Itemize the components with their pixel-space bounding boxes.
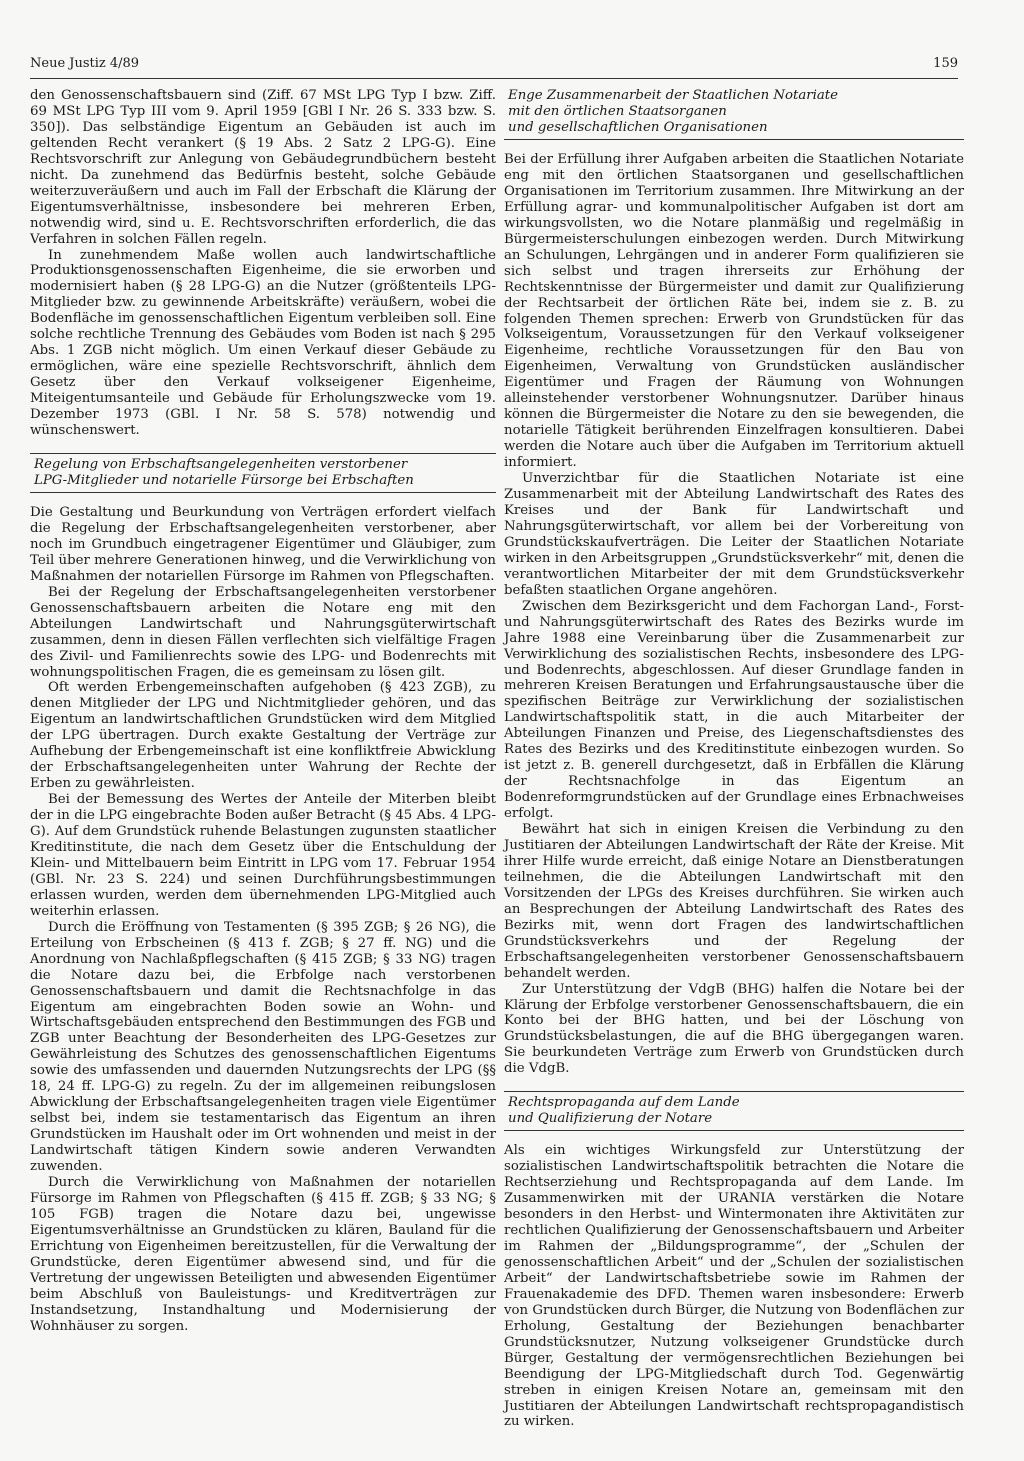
left-column <box>30 88 496 1335</box>
paragraph: Bei der Bemessung des Wertes der Anteile der Miterben bleibt der in die LPG eingebrachte Boden außer Betracht (§ 45 Abs. 4 LPG-G). Auf dem Grundstück ruhende Belastungen zugunsten staatlicher Kreditinstitute, die nach dem Gesetz über die Entschuldung der Klein- und Mittelbauern beim Eintritt in LPG vom 17. Februar 1954 (GBl. Nr. 23 S. 224) und seinen Durchführungsbestimmungen erlassen wurden, werden dem übernehmenden LPG-Mitglied auch weiterhin erlassen. <box>30 792 496 919</box>
header-rule <box>30 78 958 79</box>
paragraph: Zwischen dem Bezirksgericht und dem Fachorgan Land-, Forst- und Nahrungsgüterwirtschaft des Rates des Bezirks wurde im Jahre 1988 eine Vereinbarung über die Zusammenarbeit zur Verwirklichung des sozialistischen Rechts, insbesondere des LPG- und Bodenrechts, abgeschlossen. Auf dieser Grundlage fanden in mehreren Kreisen Beratungen und Erfahrungsaustausche über die spezifischen Beiträge zur Verwirklichung der sozialistischen Landwirtschaftspolitik statt, in die auch Mitarbeiter der Abteilungen Finanzen und Preise, des Liegenschaftsdienstes des Rates des Bezirks und des Kreditinstitute einbezogen wurden. So ist jetzt z. B. generell durchgesetzt, daß in Erbfällen die Klärung der Rechtsnachfolge in das Eigentum an Bodenreformgrundstücken auf der Grundlage eines Erbnachweises erfolgt. <box>504 598 964 822</box>
page-number: 159 <box>933 56 958 71</box>
heading-line: und gesellschaftlichen Organisationen <box>508 120 768 135</box>
paragraph: Bei der Erfüllung ihrer Aufgaben arbeiten die Staatlichen Notariate eng mit den örtlichen Staatsorganen und gesellschaftlichen Organisationen im Territorium zusammen. Ihre Mitwirkung an der Erfüllung agrar- und kommunalpolitischer Aufgaben ist dort am wirkungsvollsten, wo die Notare planmäßig und regelmäßig in Bürgermeisterschulungen einbezogen werden. Durch Mitwirkung an Schulungen, Lehrgängen und in anderer Form qualifizieren sie sich selbst und tragen ihrerseits zur Erhöhung der Rechtskenntnisse der Bürgermeister und damit zur Qualifizierung der Rechtsarbeit der örtlichen Räte bei, indem sie z. B. zu folgenden Themen sprechen: Erwerb von Grundstücken für das Volkseigentum, Voraussetzungen für den Verkauf volkseigener Eigenheime, rechtliche Voraussetzungen für den Bau von Eigenheimen, Verwaltung von Grundstücken ausländischer Eigentümer und Fragen der Räumung von Wohnungen alleinstehender verstorbener Wohnungsnutzer. Darüber hinaus können die Bürgermeister die Notare zu den sie bewegenden, die notarielle Tätigkeit berührenden Einzelfragen konsultieren. Dabei werden die Notare auch über die Aufgaben im Territorium aktuell informiert. <box>504 152 964 471</box>
paragraph: Zur Unterstützung der VdgB (BHG) halfen die Notare bei der Klärung der Erbfolge verstorbener Genossenschaftsbauern, die ein Konto bei der BHG hatten, und bei der Löschung von Grundstücksbelastungen, die auf die BHG übergegangen waren. Sie beurkundeten Verträge zum Erwerb von Grundstücken durch die VdgB. <box>504 981 964 1077</box>
heading-line: Enge Zusammenarbeit der Staatlichen Notariate <box>508 88 839 103</box>
paragraph: Bewährt hat sich in einigen Kreisen die Verbindung zu den Justitiaren der Abteilungen Landwirtschaft der Räte der Kreise. Mit ihrer Hilfe wurde erreicht, daß einige Notare an Dienstberatungen teilnehmen, die die Abteilungen Landwirtschaft mit den Vorsitzenden der LPGs des Kreises durchführen. Sie wirken auch an Besprechungen der Abteilung Landwirtschaft des Rates des Bezirks mit, wenn dort Fragen des landwirtschaftlichen Grundstücksverkehrs und der Regelung der Erbschaftsangelegenheiten verstorbener Genossenschaftsbauern behandelt werden. <box>504 822 964 981</box>
paragraph: den Genossenschaftsbauern sind (Ziff. 67 MSt LPG Typ I bzw. Ziff. 69 MSt LPG Typ III vom 9. April 1959 [GBl I Nr. 26 S. 333 bzw. S. 350]). Das selbständige Eigentum an Gebäuden ist auch im geltenden Recht verankert (§ 19 Abs. 2 Satz 2 LPG-G). Eine Rechtsvorschrift zur Anlegung von Gebäudegrundbüchern besteht nicht. Da zunehmend das Bedürfnis besteht, solche Gebäude weiterzuveräußern und auch im Fall der Erbschaft die Klärung der Eigentumsverhältnisse, insbesondere bei mehreren Erben, notwendig wird, sind u. E. Rechtsvorschriften erforderlich, die das Verfahren in solchen Fällen regeln. <box>30 88 496 247</box>
section-heading-erbschaft <box>30 453 496 493</box>
paragraph: Durch die Eröffnung von Testamenten (§ 395 ZGB; § 26 NG), die Erteilung von Erbscheinen (§ 413 f. ZGB; § 27 ff. NG) und die Anordnung von Nachlaßpflegschaften (§ 415 ZGB; § 33 NG) tragen die Notare dazu bei, die Erbfolge nach verstorbenen Genossenschaftsbauern und damit die Rechtsnachfolge in das Eigentum am eingebrachten Boden sowie an Wohn- und Wirtschaftsgebäuden entsprechend den Bestimmungen des FGB und ZGB unter Beachtung der Besonderheiten des LPG-Gesetzes zur Gewährleistung des Schutzes des genossenschaftlichen Eigentums sowie des umfassenden und dauernden Nutzungsrechts der LPG (§§ 18, 24 ff. LPG-G) zu regeln. Zu der im allgemeinen reibungslosen Abwicklung der Erbschaftsangelegenheiten tragen viele Eigentümer selbst bei, indem sie testamentarisch das Eigentum an ihren Grundstücken im Haushalt oder im Ort wohnenden und meist in der Landwirtschaft tätigen Kindern sowie anderen Verwandten zuwenden. <box>30 919 496 1175</box>
heading-line: mit den örtlichen Staatsorganen <box>508 104 727 119</box>
heading-line: Rechtspropaganda auf dem Lande <box>508 1095 740 1111</box>
paragraph: Als ein wichtiges Wirkungsfeld zur Unterstützung der sozialistischen Landwirtschaftspolitik betrachten die Notare die Rechtserziehung und Rechtspropaganda auf dem Lande. Im Zusammenwirken mit der URANIA verstärken die Notare besonders in den Herbst- und Wintermonaten ihre Aktivitäten zur rechtlichen Qualifizierung der Genossenschaftsbauern und Arbeiter im Rahmen der „Bildungsprogramme“, der „Schulen der genossenschaftlichen Arbeit“ und der „Schulen der sozialistischen Arbeit“ der Landwirtschaftsbetriebe sowie im Rahmen der Frauenakademie des DFD. Themen waren insbesondere: Erwerb von Grundstücken durch Bürger, die Nutzung von Bodenflächen zur Erholung, Gestaltung der Beziehungen benachbarter Grundstücksnutzer, Nutzung volkseigener Grundstücke durch Bürger, Gestaltung der vermögensrechtlichen Beziehungen bei Beendigung der LPG-Mitgliedschaft durch Tod. Gegenwärtig streben in einigen Kreisen Notare an, gemeinsam mit den Justitiaren der Abteilungen Landwirtschaft rechtspropagandistisch zu wirken. <box>504 1143 964 1430</box>
paragraph: In zunehmendem Maße wollen auch landwirtschaftliche Produktionsgenossenschaften Eigenheime, die sie erworben und modernisiert haben (§ 28 LPG-G) an die Nutzer (größtenteils LPG-Mitglieder bzw. zu gewinnende Arbeitskräfte) veräußern, wobei die Bodenfläche im genossenschaftlichen Eigentum verbleiben soll. Eine solche rechtliche Trennung des Gebäudes vom Boden ist nach § 295 Abs. 1 ZGB nicht möglich. Um einen Verkauf dieser Gebäude zu ermöglichen, wäre eine spezielle Rechtsvorschrift, ähnlich dem Gesetz über den Verkauf volkseigener Eigenheime, Miteigentumsanteile und Gebäude für Erholungszwecke vom 19. Dezember 1973 (GBl. I Nr. 58 S. 578) notwendig und wünschenswert. <box>30 247 496 439</box>
right-column <box>504 86 964 1430</box>
heading-line: LPG-Mitglieder und notarielle Fürsorge bei Erbschaften <box>34 472 414 488</box>
page-header <box>30 56 958 76</box>
paragraph: Durch die Verwirklichung von Maßnahmen der notariellen Fürsorge im Rahmen von Pflegschaften (§ 415 ff. ZGB; § 33 NG; § 105 FGB) tragen die Notare dazu bei, ungewisse Eigentumsverhältnisse an Grundstücken zu klären, Bauland für die Errichtung von Eigenheimen bereitzustellen, für die Verwaltung der Grundstücke, deren Eigentümer abwesend sind, und für die Vertretung der ungewissen Beteiligten und abwesenden Eigentümer beim Abschluß von Bauleistungs- und Kreditverträgen zur Instandsetzung, Instandhaltung und Modernisierung der Wohnhäuser zu sorgen. <box>30 1175 496 1334</box>
heading-line: und Qualifizierung der Notare <box>508 1111 713 1127</box>
heading-line: Regelung von Erbschaftsangelegenheiten verstorbener <box>34 456 408 472</box>
section-heading-zusammenarbeit <box>504 86 964 140</box>
paragraph: Bei der Regelung der Erbschaftsangelegenheiten verstorbener Genossenschaftsbauern arbeiten die Notare eng mit den Abteilungen Landwirtschaft und Nahrungsgüterwirtschaft zusammen, denn in diesen Fällen verflechten sich vielfältige Fragen des Zivil- und Familienrechts sowie des LPG- und Bodenrechts mit wohnungspolitischen Fragen, die es gemeinsam zu lösen gilt. <box>30 584 496 680</box>
paragraph: Unverzichtbar für die Staatlichen Notariate ist eine Zusammenarbeit mit der Abteilung Landwirtschaft des Rates des Kreises und der Bank für Landwirtschaft und Nahrungsgüterwirtschaft, vor allem bei der Vorbereitung von Grundstückskaufverträgen. Die Leiter der Staatlichen Notariate wirken in den Arbeitsgruppen „Grundstücksverkehr“ mit, denen die verantwortlichen Mitarbeiter der mit dem Grundstücksverkehr befaßten staatlichen Organe angehören. <box>504 471 964 598</box>
paragraph: Die Gestaltung und Beurkundung von Verträgen erfordert vielfach die Regelung der Erbschaftsangelegenheiten verstorbener, aber noch im Grundbuch eingetragener Eigentümer und Gläubiger, zum Teil über mehrere Generationen hinweg, und die Verwirklichung von Maßnahmen der notariellen Fürsorge im Rahmen von Pflegschaften. <box>30 504 496 584</box>
section-heading-rechtspropaganda <box>504 1091 964 1131</box>
paragraph: Oft werden Erbengemeinschaften aufgehoben (§ 423 ZGB), zu denen Mitglieder der LPG und Nichtmitglieder gehören, und das Eigentum an landwirtschaftlichen Grundstücken wird dem Mitglied der LPG übertragen. Durch exakte Gestaltung der Verträge zur Aufhebung der Erbengemeinschaft ist eine konfliktfreie Abwicklung der Erbschaftsangelegenheiten unter Wahrung der Rechte der Erben zu gewährleisten. <box>30 680 496 792</box>
journal-issue: Neue Justiz 4/89 <box>30 56 140 71</box>
